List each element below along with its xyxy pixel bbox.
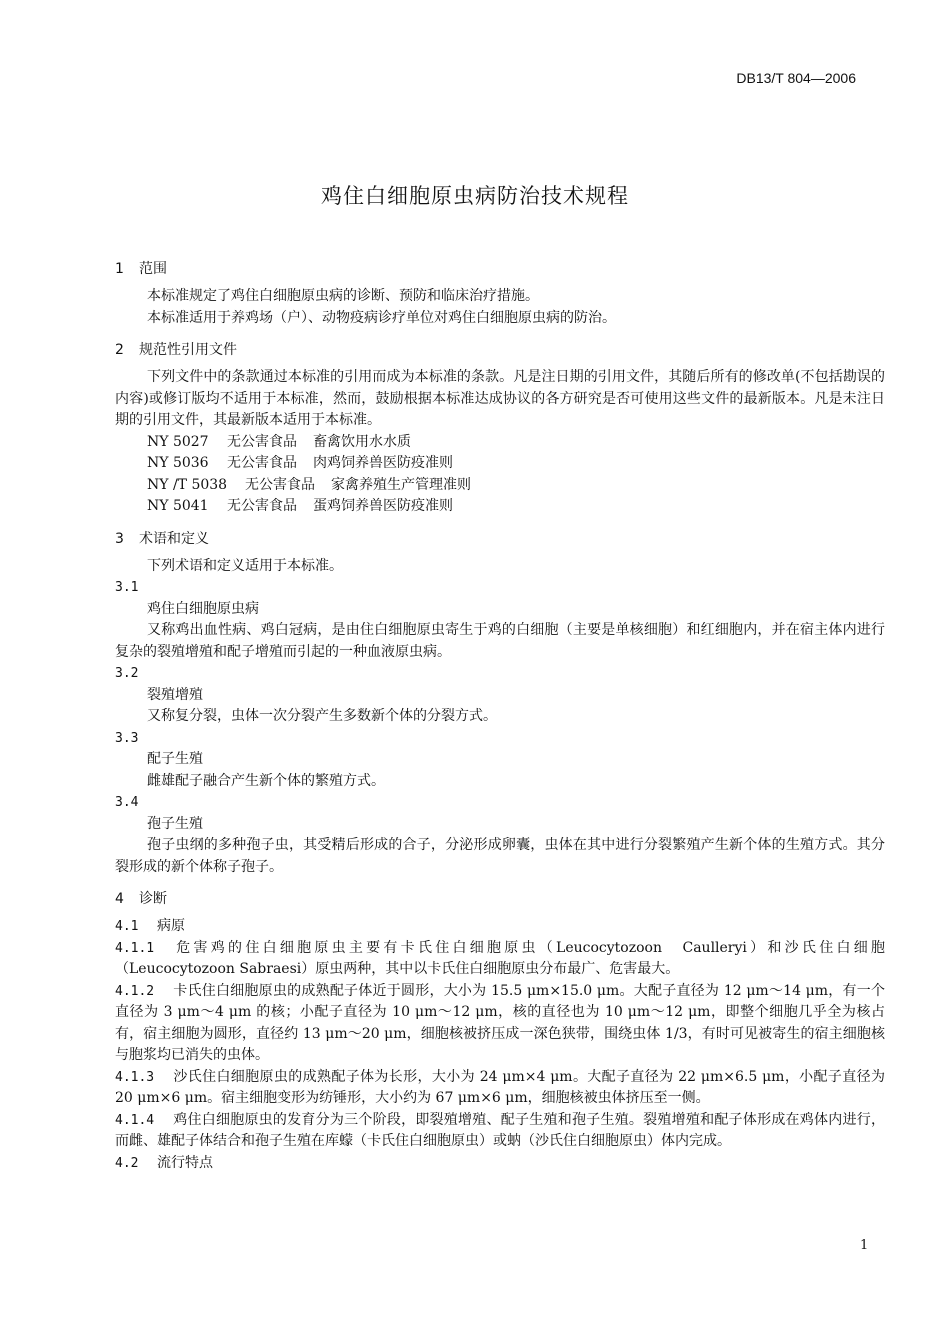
term-number: 3.2	[115, 666, 139, 681]
subsection-4-2-heading: 4.2 流行特点	[115, 1154, 213, 1171]
term-name: 配子生殖	[147, 751, 203, 767]
term-name: 孢子生殖	[147, 815, 203, 832]
term-definition: 又称复分裂，虫体一次分裂产生多数新个体的分裂方式。	[147, 708, 497, 724]
section-2-heading: 2 规范性引用文件	[115, 342, 237, 358]
term-name: 裂殖增殖	[147, 686, 203, 703]
reference-item: NY /T 5038 无公害食品 家禽养殖生产管理准则	[147, 476, 471, 493]
section-2-paragraph: 下列文件中的条款通过本标准的引用而成为本标准的条款。凡是注日期的引用文件，其随后所有的修改单(不包括勘误的内容)或修订版均不适用于本标准，然而，鼓励根据本标准达成协议的各方研究是否可使用这些文件的最新版本。凡是未注日期的引用文件，其最新版本适用于本标准。	[115, 369, 885, 428]
section-3-heading: 3 术语和定义	[115, 530, 209, 547]
section-4-heading: 4 诊断	[115, 891, 167, 907]
page-number: 1	[860, 1238, 869, 1253]
clause-4-1-1: 4.1.1 危害鸡的住白细胞原虫主要有卡氏住白细胞原虫（Leucocytozoon Caulleryi）和沙氏住白细胞（Leucocytozoon Sabraesi）原虫两种，其中以卡氏住白细胞原虫分布最广、危害最大。	[115, 939, 885, 977]
term-number: 3.3	[115, 730, 139, 746]
reference-item: NY 5036 无公害食品 肉鸡饲养兽医防疫准则	[147, 455, 453, 471]
term-definition: 雌雄配子融合产生新个体的繁殖方式。	[147, 772, 385, 789]
subsection-4-1-heading: 4.1 病原	[115, 918, 185, 934]
reference-item: NY 5041 无公害食品 蛋鸡饲养兽医防疫准则	[147, 498, 453, 514]
section-1-heading: 1 范围	[115, 261, 167, 277]
clause-4-1-2: 4.1.2 卡氏住白细胞原虫的成熟配子体近于圆形，大小为 15.5 μm×15.0 μm。大配子直径为 12 μm～14 μm，有一个直径为 3 μm～4 μm 的核；小配子直径为 10 μm～12 μm，核的直径也为 10 μm～12 μm，即整个细胞几乎全为核占有，宿主细胞为圆形，直径约 13 μm～20 μm，细胞核被挤压成一深色狭带，围绕虫体 1/3，有时可见被寄生的宿主细胞核与胞浆均已消失的虫体。	[115, 982, 885, 1063]
section-3-intro: 下列术语和定义适用于本标准。	[147, 557, 343, 574]
term-name: 鸡住白细胞原虫病	[147, 600, 259, 617]
document-title: 鸡住白细胞原虫病防治技术规程	[321, 184, 629, 208]
term-definition: 孢子虫纲的多种孢子虫，其受精后形成的合子，分泌形成卵囊，虫体在其中进行分裂繁殖产生新个体的生殖方式。其分裂形成的新个体称子孢子。	[115, 837, 885, 875]
clause-4-1-4: 4.1.4 鸡住白细胞原虫的发育分为三个阶段，即裂殖增殖、配子生殖和孢子生殖。裂殖增殖和配子体形成在鸡体内进行，而雌、雄配子体结合和孢子生殖在库蠓（卡氏住白细胞原虫）或蚋（沙氏住白细胞原虫）体内完成。	[115, 1111, 885, 1149]
term-number: 3.4	[115, 795, 139, 810]
section-1-paragraph-2: 本标准适用于养鸡场（户）、动物疫病诊疗单位对鸡住白细胞原虫病的防治。	[147, 309, 616, 326]
document-body	[115, 258, 885, 1174]
term-number: 3.1	[115, 580, 139, 595]
section-1-paragraph-1: 本标准规定了鸡住白细胞原虫病的诊断、预防和临床治疗措施。	[147, 288, 539, 304]
standard-code: DB13/T 804—2006	[736, 70, 856, 86]
term-definition: 又称鸡出血性病、鸡白冠病，是由住白细胞原虫寄生于鸡的白细胞（主要是单核细胞）和红细胞内，并在宿主体内进行复杂的裂殖增殖和配子增殖而引起的一种血液原虫病。	[115, 622, 885, 660]
reference-item: NY 5027 无公害食品 畜禽饮用水水质	[147, 433, 411, 450]
clause-4-1-3: 4.1.3 沙氏住白细胞原虫的成熟配子体为长形，大小为 24 μm×4 μm。大配子直径为 22 μm×6.5 μm，小配子直径为 20 μm×6 μm。宿主细胞变形为纺锤形，大小约为 67 μm×6 μm，细胞核被虫体挤压至一侧。	[115, 1068, 885, 1106]
